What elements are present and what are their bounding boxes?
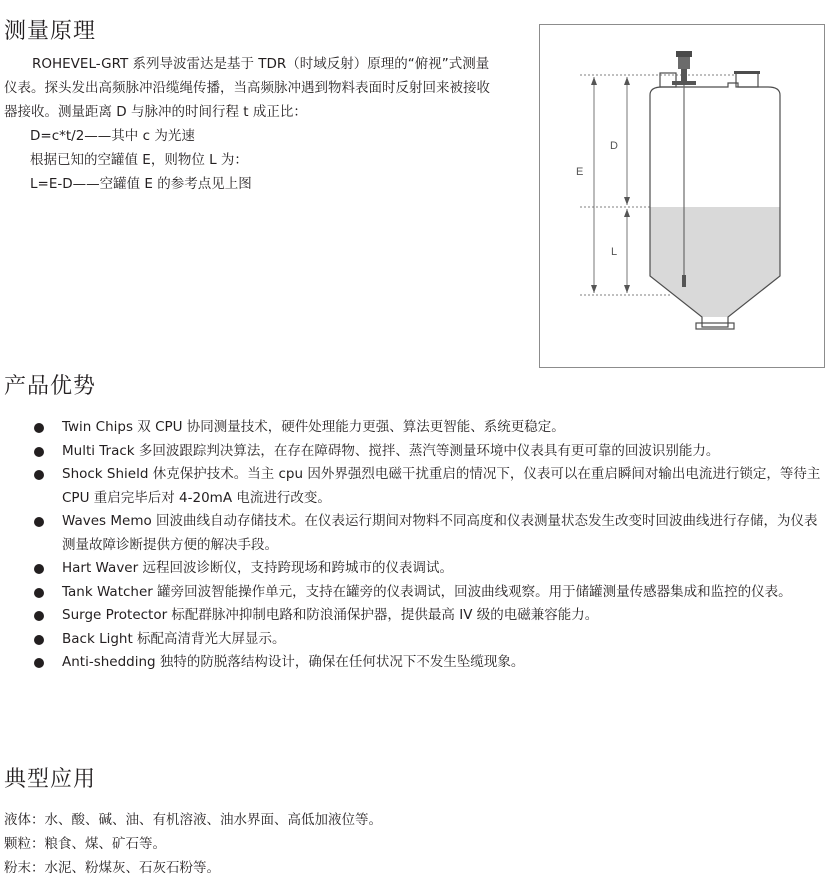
tank-drawing	[540, 25, 824, 367]
application-line: 粉末：水泥、粉煤灰、石灰石粉等。	[4, 860, 220, 876]
application-line: 液体：水、酸、碱、油、有机溶液、油水界面、高低加液位等。	[4, 812, 382, 828]
bullet-icon	[34, 423, 44, 433]
bullet-icon	[34, 447, 44, 457]
right-nozzle	[736, 73, 758, 87]
principle-paragraph: ROHEVEL-GRT 系列导波雷达是基于 TDR（时域反射）原理的“俯视”式测量仪表。探头发出高频脉冲沿缆绳传播，当高频脉冲遇到物料表面时反射回来被接收器接收。测量距离 D 与脉冲的时间行程 t 成正比：	[4, 56, 490, 120]
bullet-icon	[34, 517, 44, 527]
advantages-list	[34, 416, 830, 675]
section-title-principle: 测量原理	[4, 19, 97, 44]
level-intro: 根据已知的空罐值 E，则物位 L 为：	[30, 152, 248, 168]
list-item: Back Light 标配高清背光大屏显示。	[34, 628, 830, 652]
bullet-icon	[34, 658, 44, 668]
application-line: 颗粒：粮食、煤、矿石等。	[4, 836, 166, 852]
bullet-icon	[34, 470, 44, 480]
list-item: Surge Protector 标配群脉冲抑制电路和防浪涌保护器，提供最高 IV 级的电磁兼容能力。	[34, 604, 830, 628]
tank-diagram	[539, 24, 825, 368]
section-title-applications: 典型应用	[4, 767, 97, 792]
list-item: Anti-shedding 独特的防脱落结构设计，确保在任何状况下不发生坠缆现象。	[34, 651, 830, 675]
section-title-advantages: 产品优势	[4, 374, 97, 399]
list-item: Waves Memo 回波曲线自动存储技术。在仪表运行期间对物料不同高度和仪表测量状态发生改变时回波曲线进行存储，为仪表测量故障诊断提供方便的解决手段。	[34, 510, 830, 557]
formula-level: L=E-D——空罐值 E 的参考点见上图	[30, 176, 252, 192]
list-item: Twin Chips 双 CPU 协同测量技术，硬件处理能力更强、算法更智能、系统更稳定。	[34, 416, 830, 440]
label-l: L	[611, 246, 618, 258]
label-e: E	[576, 166, 584, 178]
bullet-icon	[34, 588, 44, 598]
list-item: Multi Track 多回波跟踪判决算法，在存在障碍物、搅拌、蒸汽等测量环境中仪表具有更可靠的回波识别能力。	[34, 440, 830, 464]
list-item: Hart Waver 远程回波诊断仪，支持跨现场和跨城市的仪表调试。	[34, 557, 830, 581]
bullet-icon	[34, 635, 44, 645]
label-d: D	[610, 140, 618, 152]
bullet-icon	[34, 611, 44, 621]
list-item: Tank Watcher 罐旁回波智能操作单元，支持在罐旁的仪表调试，回波曲线观察。用于储罐测量传感器集成和监控的仪表。	[34, 581, 830, 605]
material-fill	[650, 207, 780, 317]
list-item: Shock Shield 休克保护技术。当主 cpu 因外界强烈电磁干扰重启的情况下，仪表可以在重启瞬间对输出电流进行锁定，等待主 CPU 重启完毕后对 4-20mA 电流进行改变。	[34, 463, 830, 510]
bullet-icon	[34, 564, 44, 574]
formula-distance: D=c*t/2——其中 c 为光速	[30, 128, 195, 144]
